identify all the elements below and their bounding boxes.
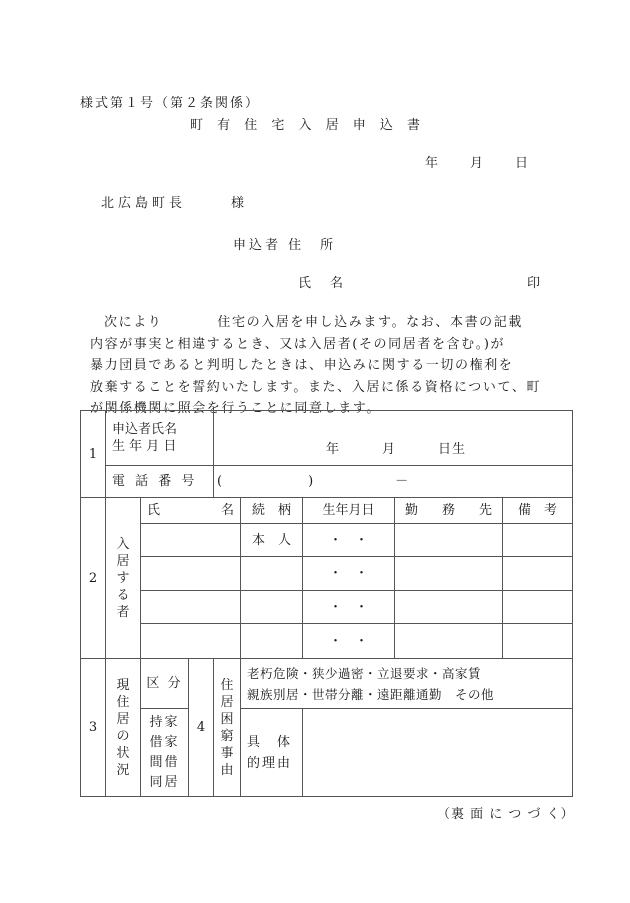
form-number: 様式第１号（第２条関係）: [80, 96, 261, 111]
specific-reason-field[interactable]: [303, 709, 573, 797]
household-row: [81, 591, 573, 624]
applicant-name-label-text: 申込者氏名: [112, 422, 178, 437]
residence-label-char: 況: [116, 762, 130, 778]
household-birth-cell[interactable]: ・ ・: [303, 524, 395, 557]
household-relation-cell[interactable]: [241, 591, 303, 624]
household-relation-cell[interactable]: [241, 557, 303, 591]
household-label-char: る: [116, 587, 130, 603]
residence-label-char: 居: [116, 711, 130, 727]
statement-line2: 内容が事実と相違するとき、又は入居者(その同居者を含む。)が: [90, 336, 506, 352]
specific-reason-label-cell: [241, 709, 303, 797]
applicant-name-label-line: [106, 421, 213, 438]
household-work-cell[interactable]: [395, 557, 503, 591]
category-label: 区 分: [141, 659, 189, 709]
addressee-honorific: 様: [231, 196, 245, 211]
phone-label-cell: [106, 466, 214, 498]
household-row: [81, 624, 573, 659]
section1-number: 1: [81, 411, 106, 498]
col-header-name-b: 名: [221, 503, 235, 518]
household-vertical-label: [106, 498, 141, 659]
household-relation-cell[interactable]: [241, 624, 303, 659]
household-birth-cell[interactable]: ・ ・: [303, 557, 395, 591]
category-option-cohabit: 同居: [149, 774, 180, 790]
household-work-cell[interactable]: [395, 624, 503, 659]
hardship-label-char: 居: [220, 694, 234, 710]
hardship-reasons-cell[interactable]: [241, 659, 573, 709]
col-header-work-c: 先: [478, 503, 492, 518]
household-remarks-cell[interactable]: [503, 557, 573, 591]
specific-reason-label-2: 的理由: [247, 755, 293, 771]
application-form-table: [80, 410, 573, 797]
phone-row: [81, 466, 573, 498]
category-option-room-rent: 間借: [149, 754, 180, 770]
applicant-name-birth-field[interactable]: [214, 411, 573, 466]
household-work-cell[interactable]: [395, 591, 503, 624]
household-remarks-cell[interactable]: [503, 591, 573, 624]
hardship-label-char: 由: [220, 762, 234, 778]
household-label-char: 居: [116, 553, 130, 569]
residence-label-char: 住: [116, 694, 130, 710]
residence-label-char: の: [116, 728, 130, 744]
hardship-vertical-label: [214, 659, 241, 797]
col-header-workplace: [395, 498, 503, 524]
applicant-name-birth-label: [106, 411, 214, 466]
residence-category-options[interactable]: [141, 709, 189, 797]
col-header-name-a: 氏: [147, 503, 161, 518]
residence-label-char: 現: [116, 677, 130, 693]
category-option-rented: 借家: [149, 734, 180, 750]
residence-vertical-label: [106, 659, 141, 797]
statement-line3: 暴力団員であると判明したときは、申込みに関する一切の権利を: [90, 358, 514, 373]
statement-line4: 放棄することを誓約いたします。また、入居に係る資格について、町: [90, 379, 542, 395]
household-header-row: [81, 498, 573, 524]
phone-dash: －: [395, 474, 409, 489]
submission-date: 年 月 日: [425, 156, 531, 171]
phone-label: 電 話 番 号: [112, 474, 198, 489]
col-header-remarks: 備 考: [503, 498, 573, 524]
household-label-char: す: [116, 570, 130, 586]
household-row: [81, 557, 573, 591]
household-name-cell[interactable]: [141, 524, 241, 557]
statement-paragraph: [90, 312, 560, 420]
residence-row-top: [81, 659, 573, 709]
household-name-cell[interactable]: [141, 557, 241, 591]
hardship-reasons-line2: 親族別居・世帯分離・遠距離通勤 その他: [247, 686, 495, 702]
household-name-cell[interactable]: [141, 624, 241, 659]
section2-number: 2: [81, 498, 106, 659]
household-label-char: 者: [116, 604, 130, 620]
household-remarks-cell[interactable]: [503, 524, 573, 557]
household-row: [81, 524, 573, 557]
household-relation-cell[interactable]: 本 人: [241, 524, 303, 557]
phone-open-paren: (: [217, 474, 223, 489]
col-header-work-b: 務: [442, 503, 456, 518]
section4-number: 4: [189, 659, 214, 797]
birthdate-label-line: [106, 438, 213, 455]
phone-close-paren: ): [308, 474, 314, 489]
addressee-name: 北広島町長: [101, 196, 187, 211]
col-header-birthdate: 生年月日: [303, 498, 395, 524]
birthdate-value: 年 月 日生: [326, 442, 467, 457]
specific-reason-label-1: 具 体: [247, 734, 293, 750]
col-header-work-a: 勤: [405, 503, 419, 518]
household-label-char: 入: [116, 536, 130, 552]
household-name-cell[interactable]: [141, 591, 241, 624]
section3-number: 3: [81, 659, 106, 797]
statement-line1-post: 住宅の入居を申し込みます。なお、本書の記載: [217, 315, 523, 330]
household-birth-cell[interactable]: ・ ・: [303, 591, 395, 624]
birthdate-label-text: 生 年 月 日: [112, 439, 177, 454]
continued-note: （裏 面 に つ づ く）: [437, 807, 575, 822]
residence-label-char: 状: [116, 745, 130, 761]
applicant-name-row: [81, 411, 573, 466]
seal-mark: 印: [527, 276, 541, 291]
applicant-name-label: 氏 名: [298, 276, 347, 291]
statement-line5: が関係機関に照会を行うことに同意します。: [90, 401, 381, 416]
household-birth-cell[interactable]: ・ ・: [303, 624, 395, 659]
applicant-address-label: 申込者 住 所: [233, 238, 337, 253]
hardship-label-char: 住: [220, 677, 234, 693]
hardship-label-char: 窮: [220, 728, 234, 744]
col-header-relation: 続 柄: [241, 498, 303, 524]
hardship-reasons-line1: 老朽危険・狭少過密・立退要求・高家賃: [247, 665, 482, 681]
category-option-owned: 持家: [149, 714, 180, 730]
col-header-name: [141, 498, 241, 524]
form-title: 町 有 住 宅 入 居 申 込 書: [190, 118, 426, 133]
residence-row-bottom: [81, 709, 573, 797]
household-remarks-cell[interactable]: [503, 624, 573, 659]
hardship-label-char: 困: [220, 711, 234, 727]
statement-line1-pre: 次により: [104, 315, 163, 330]
phone-field[interactable]: [214, 466, 573, 498]
household-work-cell[interactable]: [395, 524, 503, 557]
hardship-label-char: 事: [220, 745, 234, 761]
